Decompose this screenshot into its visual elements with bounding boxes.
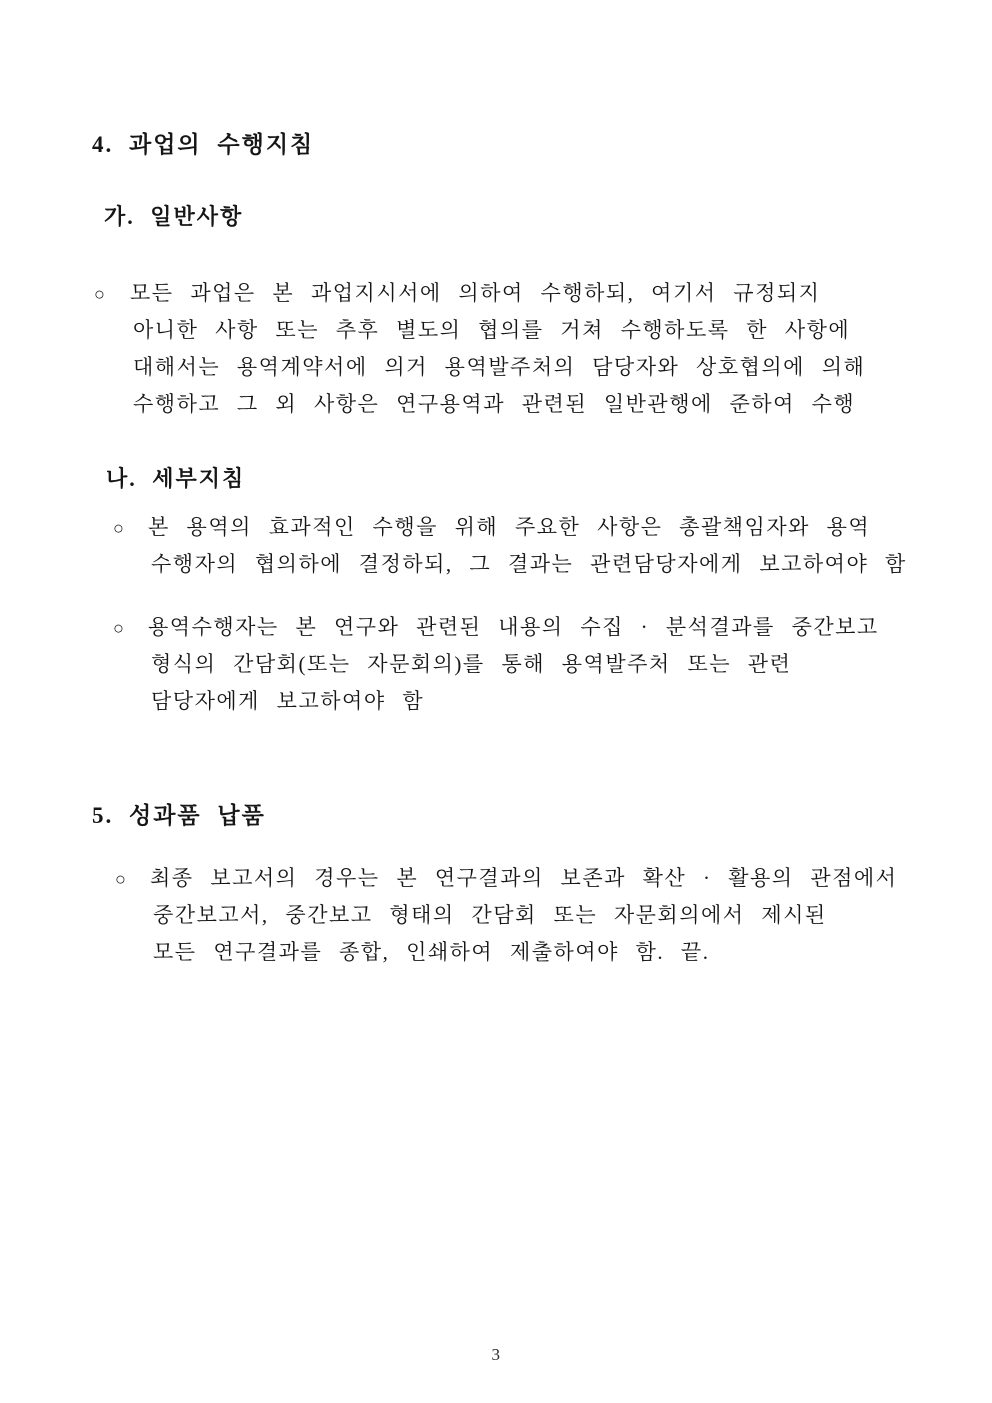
section4-sub-a-heading: 가. 일반사항	[104, 204, 244, 229]
bullet-text	[150, 860, 897, 971]
bullet-line: 형식의 간담회(또는 자문회의)를 통해 용역발주처 또는 관련	[151, 652, 792, 676]
bullet-text	[148, 609, 879, 720]
section5-heading: 5. 성과품 납품	[92, 803, 266, 828]
bullet-line: 용역수행자는 본 연구와 관련된 내용의 수집 · 분석결과를 중간보고	[148, 615, 879, 639]
bullet-line: 대해서는 용역계약서에 의거 용역발주처의 담당자와 상호협의에 의해	[133, 355, 866, 379]
bullet-line: 중간보고서, 중간보고 형태의 간담회 또는 자문회의에서 제시된	[153, 903, 827, 927]
bullet-text	[148, 509, 907, 583]
bullet-line: 담당자에게 보고하여야 함	[151, 689, 425, 713]
circle-bullet-icon: ○	[113, 518, 124, 538]
circle-bullet-icon: ○	[113, 618, 124, 638]
detail-guideline-bullet-2	[113, 609, 879, 720]
general-provision-bullet	[94, 275, 865, 423]
bullet-line: 본 용역의 효과적인 수행을 위해 주요한 사항은 총괄책임자와 용역	[148, 515, 871, 539]
bullet-line: 아니한 사항 또는 추후 별도의 협의를 거쳐 수행하도록 한 사항에	[133, 318, 851, 342]
circle-bullet-icon: ○	[115, 869, 126, 889]
deliverable-bullet	[115, 860, 897, 971]
section4-heading: 4. 과업의 수행지침	[92, 132, 315, 157]
bullet-line: 최종 보고서의 경우는 본 연구결과의 보존과 확산 · 활용의 관점에서	[150, 866, 898, 890]
circle-bullet-icon: ○	[94, 284, 105, 304]
bullet-line: 모든 과업은 본 과업지시서에 의하여 수행하되, 여기서 규정되지	[130, 281, 821, 305]
bullet-line: 수행자의 협의하에 결정하되, 그 결과는 관련담당자에게 보고하여야 함	[151, 552, 907, 576]
bullet-line: 모든 연구결과를 종합, 인쇄하여 제출하여야 함. 끝.	[153, 940, 710, 964]
detail-guideline-bullet-1	[113, 509, 907, 583]
bullet-text	[130, 275, 865, 423]
bullet-line: 수행하고 그 외 사항은 연구용역과 관련된 일반관행에 준하여 수행	[133, 392, 856, 416]
page-number: 3	[491, 1345, 501, 1364]
section4-sub-b-heading: 나. 세부지침	[106, 466, 246, 491]
